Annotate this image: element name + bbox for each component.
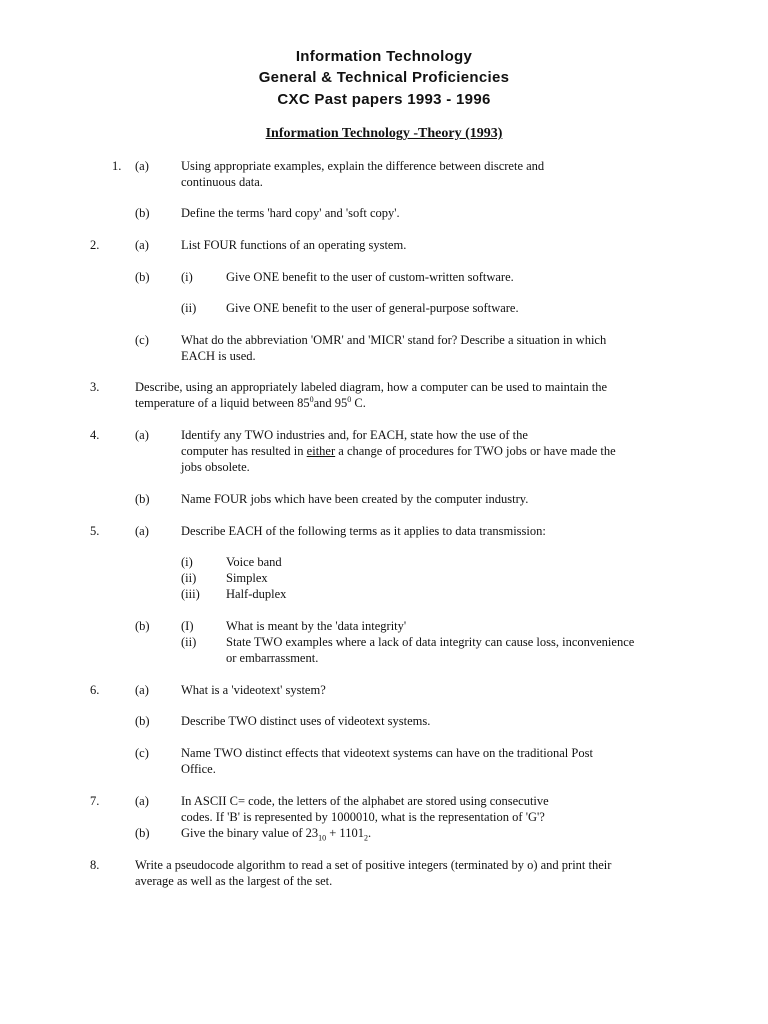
q4-a-label: (a) [135, 428, 149, 442]
q6-a-label: (a) [135, 683, 149, 697]
q4-a-text-cont: computer has resulted in either a change of procedures for TWO jobs or have made the [181, 444, 616, 458]
q7-a-text-cont: codes. If 'B' is represented by 1000010, what is the representation of 'G'? [181, 810, 545, 824]
q1-a-text-cont: continuous data. [181, 175, 263, 189]
q6-c-text: Name TWO distinct effects that videotext systems can have on the traditional Post [181, 746, 593, 760]
q2-a-text: List FOUR functions of an operating system. [181, 238, 407, 252]
q2-b-i-label: (i) [181, 270, 193, 284]
q5-b-ii-label: (ii) [181, 635, 197, 649]
q7-a-label: (a) [135, 794, 149, 808]
q7-b-text: Give the binary value of $23_{10} + 1101_2$. [181, 826, 372, 843]
q5-a-ii-label: (ii) [181, 571, 197, 585]
q3-text-cont: temperature of a liquid between $85^0and$ $95^0$ C. [135, 394, 366, 410]
q4-a-text-end: jobs obsolete. [181, 460, 250, 474]
q8-text-cont: average as well as the largest of the set. [135, 874, 333, 888]
q5-b-i-label: (I) [181, 619, 194, 633]
header-subtitle: General & Technical Proficiencies [258, 69, 510, 86]
q2-b-ii-label: (ii) [181, 301, 197, 315]
q2-b-label: (b) [135, 270, 150, 284]
q2-number: 2. [90, 238, 100, 252]
q5-a-ii-text: Simplex [226, 571, 268, 585]
q3-number: 3. [90, 380, 100, 394]
header-years: CXC Past papers 1993 - 1996 [277, 91, 491, 108]
q6-c-label: (c) [135, 746, 149, 760]
q8-number: 8. [90, 858, 100, 872]
q5-a-label: (a) [135, 524, 149, 538]
q5-a-iii-text: Half-duplex [226, 587, 287, 601]
q1-a-text: Using appropriate examples, explain the difference between discrete and [181, 159, 545, 173]
q5-b-ii-text: State TWO examples where a lack of data integrity can cause loss, inconvenience [226, 635, 635, 649]
q5-a-text: Describe EACH of the following terms as it applies to data transmission: [181, 524, 546, 538]
q1-b-text: Define the terms 'hard copy' and 'soft copy'. [181, 206, 400, 220]
q5-a-i-label: (i) [181, 555, 193, 569]
q6-b-label: (b) [135, 714, 150, 728]
q5-b-ii-text-cont: or embarrassment. [226, 651, 319, 665]
q5-a-i-text: Voice band [226, 555, 282, 569]
q4-number: 4. [90, 428, 100, 442]
q4-b-label: (b) [135, 492, 150, 506]
section-title: Information Technology -Theory (1993) [265, 126, 503, 141]
q7-number: 7. [90, 794, 100, 808]
q2-c-text-cont: EACH is used. [181, 349, 256, 363]
q4-b-text: Name FOUR jobs which have been created by the computer industry. [181, 492, 529, 506]
q2-b-i-text: Give ONE benefit to the user of custom-written software. [226, 270, 514, 284]
q4-a-text: Identify any TWO industries and, for EACH, state how the use of the [181, 428, 528, 442]
q7-b-label: (b) [135, 826, 150, 840]
q1-a-label: (a) [135, 159, 149, 173]
q7-a-text: In ASCII C= code, the letters of the alphabet are stored using consecutive [181, 794, 549, 808]
q8-text: Write a pseudocode algorithm to read a set of positive integers (terminated by o) and print their [135, 858, 612, 872]
q2-c-text: What do the abbreviation 'OMR' and 'MICR' stand for? Describe a situation in which [181, 333, 607, 347]
q5-a-iii-label: (iii) [181, 587, 200, 601]
q6-b-text: Describe TWO distinct uses of videotext systems. [181, 714, 431, 728]
q3-text: Describe, using an appropriately labeled diagram, how a computer can be used to maintain the [135, 380, 608, 394]
q6-number: 6. [90, 683, 100, 697]
q2-b-ii-text: Give ONE benefit to the user of general-purpose software. [226, 301, 519, 315]
q6-a-text: What is a 'videotext' system? [181, 683, 326, 697]
q5-b-i-text: What is meant by the 'data integrity' [226, 619, 407, 633]
header-title: Information Technology [295, 48, 473, 65]
q5-b-label: (b) [135, 619, 150, 633]
q2-a-label: (a) [135, 238, 149, 252]
q5-number: 5. [90, 524, 100, 538]
q2-c-label: (c) [135, 333, 149, 347]
q1-b-label: (b) [135, 206, 150, 220]
q1-number: 1. [112, 159, 122, 173]
q6-c-text-cont: Office. [181, 762, 216, 776]
